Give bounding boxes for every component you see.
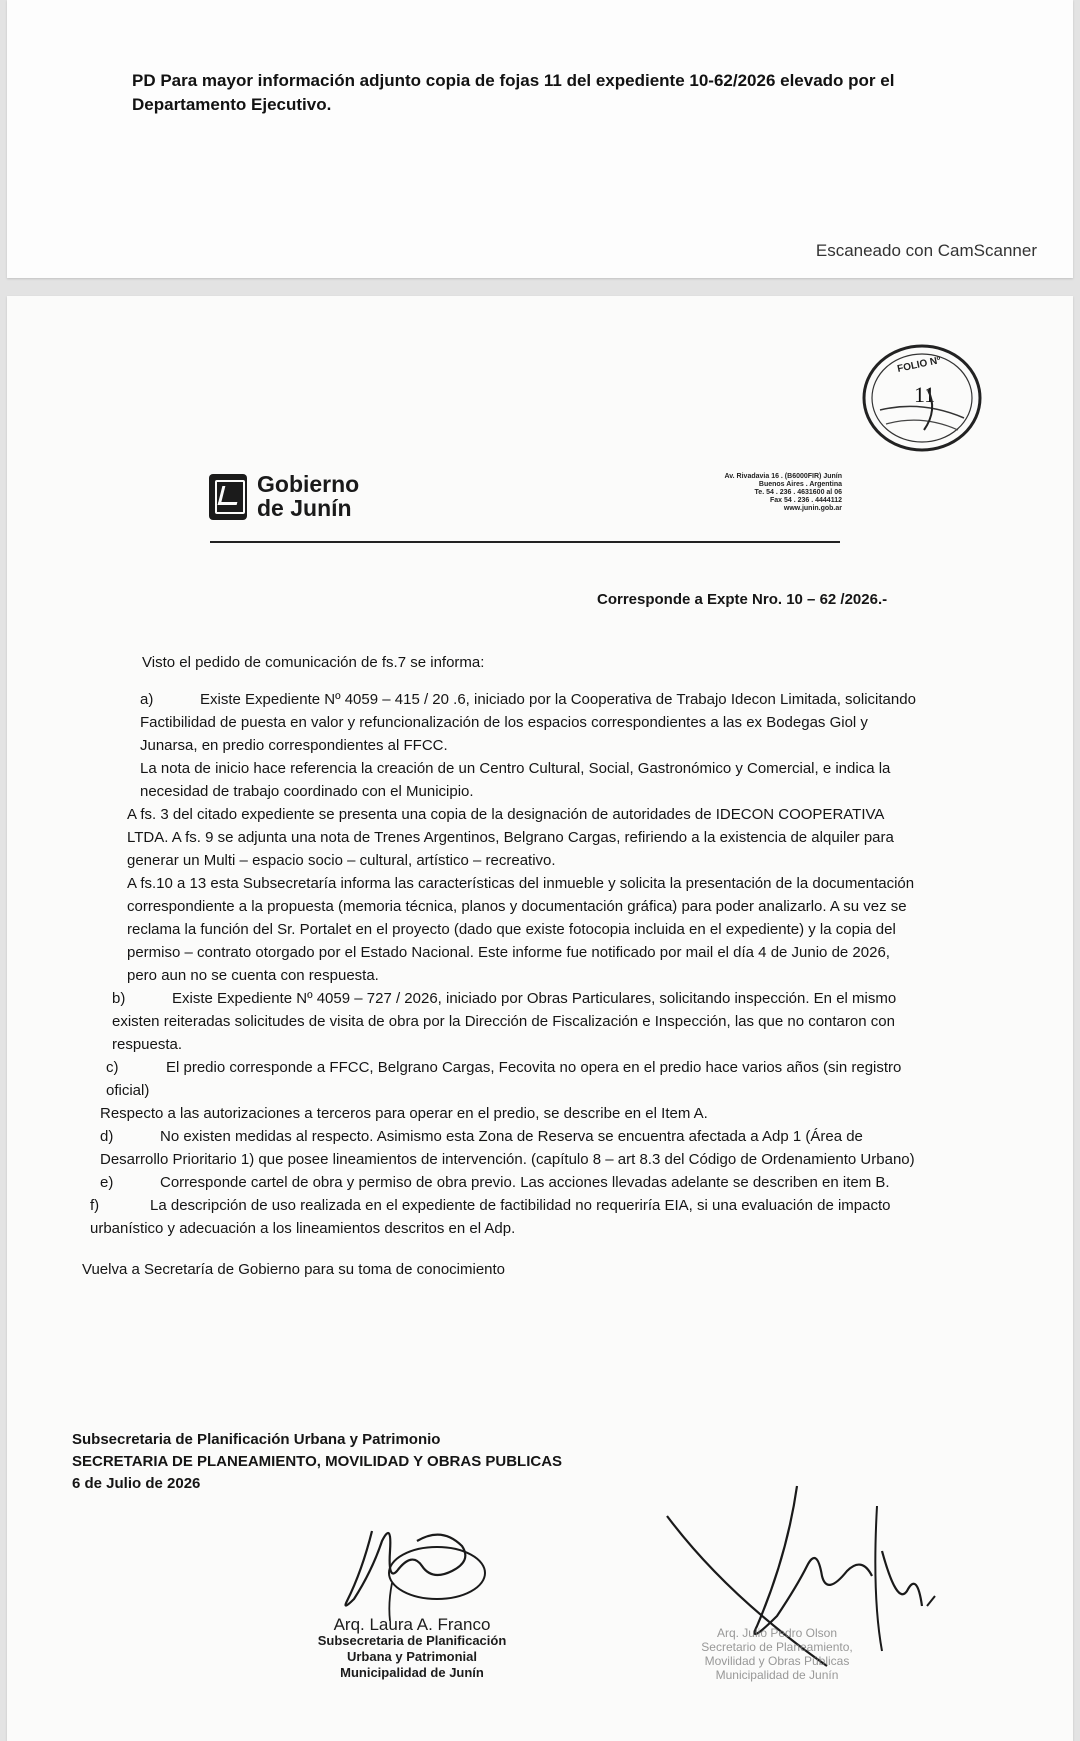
item-f-text: La descripción de uso realizada en el expediente de factibilidad no requeriría EIA, si una evaluación de impacto urbanístico y adecuación a los lineamientos descritos en el Adp. bbox=[90, 1197, 891, 1237]
item-b-text: Existe Expediente Nº 4059 – 727 / 2026, iniciado por Obras Particulares, solicitando inspección. En el mismo existen reiteradas solicitudes de visita de obra por la Dirección de Fiscalización e Inspección, las que no contaron con respuesta. bbox=[112, 990, 897, 1053]
item-b bbox=[112, 987, 922, 1056]
item-a bbox=[140, 688, 922, 757]
item-d bbox=[100, 1125, 922, 1171]
address-line: Te. 54 . 236 . 4631600 al 06 bbox=[754, 489, 842, 496]
item-a-paragraph-2: La nota de inicio hace referencia la creación de un Centro Cultural, Social, Gastronómico y Comercial, e indica la necesidad de trabajo coordinado con el Municipio. bbox=[140, 760, 891, 800]
logo-line-2: de Junín bbox=[257, 495, 352, 521]
item-f bbox=[90, 1194, 922, 1240]
item-b-label: b) bbox=[112, 990, 126, 1007]
letterhead-divider bbox=[210, 541, 840, 543]
previous-page bbox=[7, 0, 1073, 278]
folio-stamp-seal-icon bbox=[858, 340, 986, 458]
item-c-label: c) bbox=[106, 1059, 119, 1076]
item-c-paragraph-2: Respecto a las autorizaciones a terceros para operar en el predio, se describe en el Item A. bbox=[100, 1105, 708, 1122]
item-c-text: El predio corresponde a FFCC, Belgrano Cargas, Fecovita no opera en el predio hace varios años (sin registro oficial) bbox=[106, 1059, 902, 1099]
item-f-label: f) bbox=[90, 1197, 100, 1214]
intro-paragraph: Visto el pedido de comunicación de fs.7 se informa: bbox=[142, 654, 485, 671]
right-signature bbox=[647, 1476, 947, 1716]
closing-line: Vuelva a Secretaría de Gobierno para su toma de conocimiento bbox=[82, 1261, 506, 1278]
item-d-text: No existen medidas al respecto. Asimismo esta Zona de Reserva se encuentra afectada a Adp 1 (Área de Desarrollo Prioritario 1) que posee lineamientos de intervención. (capítulo 8 – art 8.3 del Código de Ordenamiento Urbano) bbox=[100, 1128, 915, 1168]
item-e bbox=[100, 1171, 922, 1194]
right-stamp-line: Municipalidad de Junín bbox=[715, 1668, 839, 1682]
right-stamp-line: Secretario de Planeamiento, bbox=[701, 1640, 853, 1654]
left-signer-title: Subsecretaria de Planificación bbox=[317, 1633, 507, 1648]
right-signer-faded-stamp bbox=[667, 1626, 887, 1682]
right-stamp-line: Arq. Julio Pedro Olson bbox=[716, 1626, 838, 1640]
right-stamp-line: Movilidad y Obras Públicas bbox=[704, 1654, 850, 1668]
handwritten-signature-icon bbox=[302, 1511, 502, 1621]
scanner-watermark: Escaneado con CamScanner bbox=[815, 241, 1037, 260]
item-a-paragraph-3: A fs. 3 del citado expediente se presenta una copia de la designación de autoridades de IDECON COOPERATIVA LTDA. A fs. 9 se adjunta una nota de Trenes Argentinos, Belgrano Cargas, refiriendo a la existencia de alquiler para generar un Multi – espacio socio – cultural, artístico – recreativo. bbox=[127, 806, 894, 869]
left-signer-title: Urbana y Patrimonial bbox=[346, 1649, 478, 1664]
folio-stamp bbox=[858, 340, 986, 458]
signature-date: 6 de Julio de 2026 bbox=[72, 1475, 201, 1492]
logo-text bbox=[257, 472, 359, 520]
left-signer-title: Municipalidad de Junín bbox=[340, 1665, 484, 1680]
item-a-label: a) bbox=[140, 691, 154, 708]
item-a-paragraph-4: A fs.10 a 13 esta Subsecretaría informa las características del inmueble y solicita la presentación de la documentación correspondiente a la propuesta (memoria técnica, planos y documentación gráfica) para poder analizarlo. A su vez se reclama la función del Sr. Portalet en el proyecto (dado que existe fotocopia incluida en el expediente) y la copia del permiso – contrato otorgado por el Estado Nacional. Este informe fue notificado por mail el día 4 de Junio de 2026, pero aun no se cuenta con respuesta. bbox=[127, 875, 915, 984]
address-line: Buenos Aires . Argentina bbox=[758, 481, 842, 488]
signature-secretariat: SECRETARIA DE PLANEAMIENTO, MOVILIDAD Y OBRAS PUBLICAS bbox=[72, 1453, 563, 1470]
gobierno-junin-logo bbox=[209, 472, 389, 524]
address-line: Av. Rivadavia 16 . (B6000FIR) Junín bbox=[724, 473, 842, 480]
address-line: Fax 54 . 236 . 4444112 bbox=[769, 497, 842, 504]
signature-department: Subsecretaria de Planificación Urbana y Patrimonio bbox=[72, 1431, 441, 1448]
logo-line-1: Gobierno bbox=[257, 471, 360, 497]
postscript-line-1: PD Para mayor información adjunto copia de fojas 11 del expediente 10-62/2026 elevado por el bbox=[132, 71, 895, 90]
item-d-label: d) bbox=[100, 1128, 114, 1145]
municipal-crest-icon bbox=[209, 474, 247, 520]
folio-stamp-number: 11 bbox=[914, 382, 936, 407]
postscript-note bbox=[132, 69, 962, 117]
postscript-line-2: Departamento Ejecutivo. bbox=[132, 95, 332, 114]
letterhead-address bbox=[672, 473, 842, 513]
item-e-text: Corresponde cartel de obra y permiso de obra previo. Las acciones llevadas adelante se describen en item B. bbox=[160, 1174, 890, 1191]
document-body bbox=[82, 651, 922, 1281]
left-signer-name: Arq. Laura A. Franco bbox=[333, 1615, 491, 1634]
file-reference: Corresponde a Expte Nro. 10 – 62 /2026.- bbox=[597, 591, 888, 608]
address-line: www.junin.gob.ar bbox=[783, 505, 842, 512]
item-a-text: Existe Expediente Nº 4059 – 415 / 20 .6, iniciado por la Cooperativa de Trabajo Idecon Limitada, solicitando Factibilidad de puesta en valor y refuncionalización de los espacios correspondientes a las ex Bodegas Giol y Junarsa, en predio correspondientes al FFCC. bbox=[140, 691, 916, 754]
item-c bbox=[106, 1056, 922, 1102]
item-e-label: e) bbox=[100, 1174, 114, 1191]
folio-stamp-label: FOLIO Nº bbox=[896, 354, 942, 375]
document-page bbox=[7, 296, 1073, 1741]
left-signer-details bbox=[282, 1617, 542, 1681]
